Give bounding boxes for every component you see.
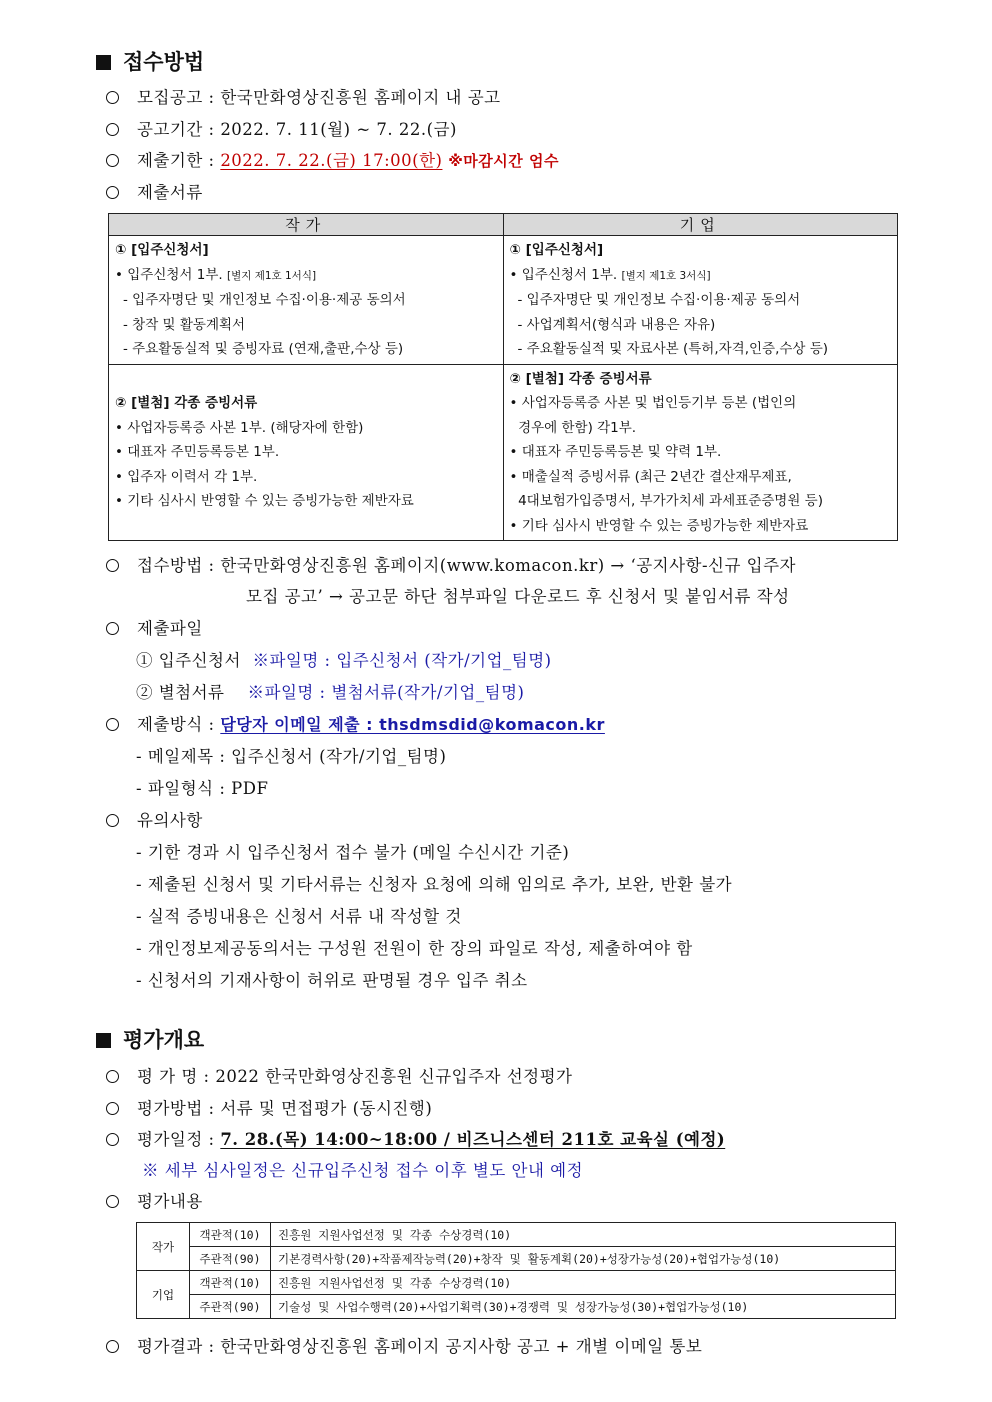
documents-table — [108, 213, 898, 541]
circle-bullet-icon — [106, 1102, 119, 1115]
note-item: - 개인정보제공동의서는 구성원 전원이 한 장의 파일로 작성, 제출하여야 함 — [136, 939, 693, 958]
section-title-evaluation: 평가개요 — [96, 1024, 204, 1054]
submit-files-label-line: 제출파일 — [106, 615, 203, 639]
eval-result-line: 평가결과 : 한국만화영상진흥원 홈페이지 공지사항 공고 + 개별 이메일 통보 — [106, 1333, 702, 1357]
eval-schedule-value: 7. 28.(목) 14:00~18:00 / 비즈니스센터 211호 교육실 (예정) — [220, 1130, 726, 1149]
table-row: 주관적(90) 기본경력사항(20)+작품제작능력(20)+창작 및 활동계획(20)+성장가능성(20)+협업가능성(10) — [137, 1247, 896, 1271]
col-artist-header: 작가 — [109, 214, 504, 236]
evaluation-table — [136, 1222, 896, 1319]
circle-bullet-icon — [106, 91, 119, 104]
recruit-notice-line: 모집공고 : 한국만화영상진흥원 홈페이지 내 공고 — [106, 84, 501, 108]
section-title-submission: 접수방법 — [96, 46, 204, 76]
note-item: - 실적 증빙내용은 신청서 서류 내 작성할 것 — [136, 907, 462, 926]
deadline-line: 제출기한 : 2022. 7. 22.(금) 17:00(한) ※마감시간 엄수 — [106, 147, 559, 171]
circle-bullet-icon — [106, 622, 119, 635]
submit-email[interactable]: 담당자 이메일 제출 : thsdmsdid@komacon.kr — [220, 715, 605, 734]
eval-group-artist: 작가 — [137, 1223, 190, 1271]
circle-bullet-icon — [106, 1195, 119, 1208]
circle-bullet-icon — [106, 186, 119, 199]
eval-group-company: 기업 — [137, 1271, 190, 1319]
mail-subject-line: - 메일제목 : 입주신청서 (작가/기업_팀명) — [136, 747, 447, 766]
eval-content-label-line: 평가내용 — [106, 1188, 203, 1212]
square-bullet-icon — [96, 1033, 111, 1048]
submission-method-line-2: 모집 공고’ → 공고문 하단 첨부파일 다운로드 후 신청서 및 붙임서류 작성 — [246, 587, 790, 606]
table-row: 기업 객관적(10) 진흥원 지원사업선정 및 각종 수상경력(10) — [137, 1271, 896, 1295]
file-format-line: - 파일형식 : PDF — [136, 779, 269, 798]
file-item-1: ① 입주신청서 ※파일명 : 입주신청서 (작가/기업_팀명) — [136, 651, 552, 670]
deadline-note: ※마감시간 엄수 — [448, 152, 559, 170]
notes-label-line: 유의사항 — [106, 807, 203, 831]
company-attachment-cell: ② [별첨] 각종 증빙서류 • 사업자등록증 사본 및 법인등기부 등본 (법인의 경우에 한함) 각1부. • 대표자 주민등록등본 및 약력 1부. • 매출실적 증빙서류 (최근 2년간 결산재무제표, 4대보험가입증명서, 부가가치세 과세표준증명원 등) • 기타 심사시 반영할 수 있는 증빙가능한 제반자료 — [503, 364, 898, 541]
deadline-value: 2022. 7. 22.(금) 17:00(한) — [220, 151, 443, 170]
submit-method-line: 제출방식 : 담당자 이메일 제출 : thsdmsdid@komacon.kr — [106, 711, 605, 735]
circle-bullet-icon — [106, 559, 119, 572]
note-item: - 신청서의 기재사항이 허위로 판명될 경우 입주 취소 — [136, 971, 528, 990]
artist-application-cell: ① [입주신청서] • 입주신청서 1부. [별지 제1호 1서식] - 입주자명단 및 개인정보 수집·이용·제공 동의서 - 창작 및 활동계획서 - 주요활동실적 및 증빙자료 (연재,출판,수상 등) — [109, 236, 504, 365]
eval-schedule-line: 평가일정 : 7. 28.(목) 14:00~18:00 / 비즈니스센터 211호 교육실 (예정) — [106, 1126, 725, 1150]
submission-method-line: 접수방법 : 한국만화영상진흥원 홈페이지(www.komacon.kr) → ‘공지사항-신규 입주자 — [106, 552, 796, 576]
artist-attachment-cell: ② [별첨] 각종 증빙서류 • 사업자등록증 사본 1부. (해당자에 한함) • 대표자 주민등록등본 1부. • 입주자 이력서 각 1부. • 기타 심사시 반영할 수 있는 증빙가능한 제반자료 — [109, 364, 504, 541]
circle-bullet-icon — [106, 1133, 119, 1146]
documents-label-line: 제출서류 — [106, 179, 203, 203]
table-row: 주관적(90) 기술성 및 사업수행력(20)+사업기획력(30)+경쟁력 및 성장가능성(30)+협업가능성(10) — [137, 1295, 896, 1319]
eval-method-line: 평가방법 : 서류 및 면접평가 (동시진행) — [106, 1095, 432, 1119]
circle-bullet-icon — [106, 1340, 119, 1353]
table-row: 작가 객관적(10) 진흥원 지원사업선정 및 각종 수상경력(10) — [137, 1223, 896, 1247]
company-application-cell: ① [입주신청서] • 입주신청서 1부. [별지 제1호 3서식] - 입주자명단 및 개인정보 수집·이용·제공 동의서 - 사업계획서(형식과 내용은 자유) - 주요활동실적 및 자료사본 (특허,자격,인증,수상 등) — [503, 236, 898, 365]
circle-bullet-icon — [106, 154, 119, 167]
circle-bullet-icon — [106, 123, 119, 136]
notice-period-line: 공고기간 : 2022. 7. 11(월) ~ 7. 22.(금) — [106, 116, 457, 140]
note-item: - 기한 경과 시 입주신청서 접수 불가 (메일 수신시간 기준) — [136, 843, 570, 862]
file-item-2: ② 별첨서류 ※파일명 : 별첨서류(작가/기업_팀명) — [136, 683, 525, 702]
circle-bullet-icon — [106, 814, 119, 827]
circle-bullet-icon — [106, 1070, 119, 1083]
eval-name-line: 평 가 명 : 2022 한국만화영상진흥원 신규입주자 선정평가 — [106, 1063, 573, 1087]
note-item: - 제출된 신청서 및 기타서류는 신청자 요청에 의해 임의로 추가, 보완, 반환 불가 — [136, 875, 733, 894]
eval-schedule-note: ※ 세부 심사일정은 신규입주신청 접수 이후 별도 안내 예정 — [142, 1161, 584, 1180]
col-company-header: 기업 — [503, 214, 898, 236]
square-bullet-icon — [96, 55, 111, 70]
circle-bullet-icon — [106, 718, 119, 731]
